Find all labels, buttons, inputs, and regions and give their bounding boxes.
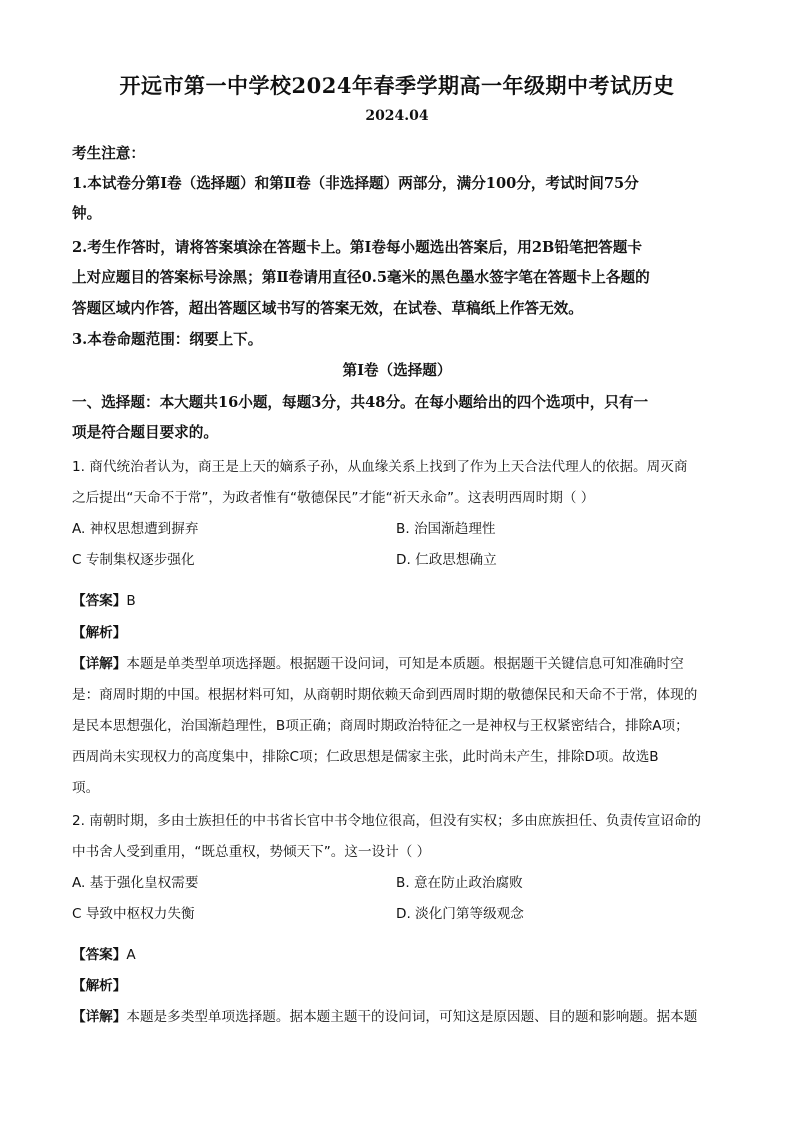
q1-option-c: C 专制集权逐步强化 [72, 552, 195, 568]
q1-answer [72, 589, 136, 609]
q2-answer-tag: 【答案】 [72, 947, 127, 963]
q2-stem-2: 中书舍人受到重用，“既总重权，势倾天下”。这一设计（ ） [72, 844, 431, 860]
section-instruction-2: 项是符合题目要求的。 [72, 424, 218, 441]
notice-heading: 考生注意： [72, 145, 145, 162]
q1-detail-1 [72, 652, 684, 672]
q1-detail-text-1: 本题是单类型单项选择题。根据题干设问词，可知是本质题。根据题干关键信息可知准确时空 [126, 656, 684, 672]
q2-option-d: D. 淡化门第等级观念 [396, 906, 524, 922]
q1-detail-tag: 【详解】 [72, 656, 127, 672]
q1-analysis-tag: 【解析】 [72, 625, 127, 641]
q1-option-d: D. 仁政思想确立 [396, 552, 497, 568]
section-title: 第Ⅰ卷（选择题） [342, 362, 452, 379]
section-instruction-1: 一、选择题：本大题共16小题，每题3分，共48分。在每小题给出的四个选项中，只有一 [72, 394, 649, 411]
q1-detail-4: 西周尚未实现权力的高度集中，排除C项；仁政思想是儒家主张，此时尚未产生，排除D项。故选B [72, 749, 659, 765]
q1-detail-2: 是：商周时期的中国。根据材料可知，从商朝时期依赖天命到西周时期的敬德保民和天命不于常，体现的 [72, 687, 698, 703]
q2-analysis-tag: 【解析】 [72, 978, 127, 994]
q2-option-c: C 导致中枢权力失衡 [72, 906, 195, 922]
q1-option-a: A. 神权思想遭到摒弃 [72, 521, 199, 537]
q2-detail-1 [72, 1005, 697, 1025]
q1-answer-value: B [126, 593, 136, 609]
q1-stem-2: 之后提出“天命不于常”，为政者惟有“敬德保民”才能“祈天永命”。这表明西周时期（ ） [72, 490, 595, 506]
q1-answer-tag: 【答案】 [72, 593, 127, 609]
q1-detail-5: 项。 [72, 780, 100, 796]
notice-line-2: 钟。 [72, 205, 102, 222]
notice-line-6: 3.本卷命题范围：纲要上下。 [72, 331, 263, 348]
notice-line-1: 1.本试卷分第Ⅰ卷（选择题）和第Ⅱ卷（非选择题）两部分，满分100分，考试时间75分 [72, 175, 639, 192]
q1-stem-1: 1. 商代统治者认为，商王是上天的嫡系子孙，从血缘关系上找到了作为上天合法代理人的依据。周灭商 [72, 459, 688, 475]
exam-date: 2024.04 [365, 108, 429, 124]
q1-detail-3: 是民本思想强化，治国渐趋理性，B项正确；商周时期政治特征之一是神权与王权紧密结合，排除A项； [72, 718, 689, 734]
q1-option-b: B. 治国渐趋理性 [396, 521, 496, 537]
q2-detail-text-1: 本题是多类型单项选择题。据本题主题干的设问词，可知这是原因题、目的题和影响题。据本题 [126, 1009, 698, 1025]
q2-answer [72, 943, 136, 963]
q2-stem-1: 2. 南朝时期，多由士族担任的中书省长官中书令地位很高，但没有实权；多由庶族担任、负责传宣诏命的 [72, 813, 702, 829]
notice-line-4: 上对应题目的答案标号涂黑；第Ⅱ卷请用直径0.5毫米的黑色墨水签字笔在答题卡上各题的 [72, 269, 650, 286]
notice-line-3: 2.考生作答时，请将答案填涂在答题卡上。第Ⅰ卷每小题选出答案后，用2B铅笔把答题卡 [72, 239, 642, 256]
notice-line-5: 答题区域内作答，超出答题区域书写的答案无效，在试卷、草稿纸上作答无效。 [72, 300, 583, 317]
q2-answer-value: A [126, 947, 136, 963]
q2-option-b: B. 意在防止政治腐败 [396, 875, 523, 891]
exam-title: 开远市第一中学校2024年春季学期高一年级期中考试历史 [119, 73, 675, 98]
q2-option-a: A. 基于强化皇权需要 [72, 875, 199, 891]
q2-detail-tag: 【详解】 [72, 1009, 127, 1025]
